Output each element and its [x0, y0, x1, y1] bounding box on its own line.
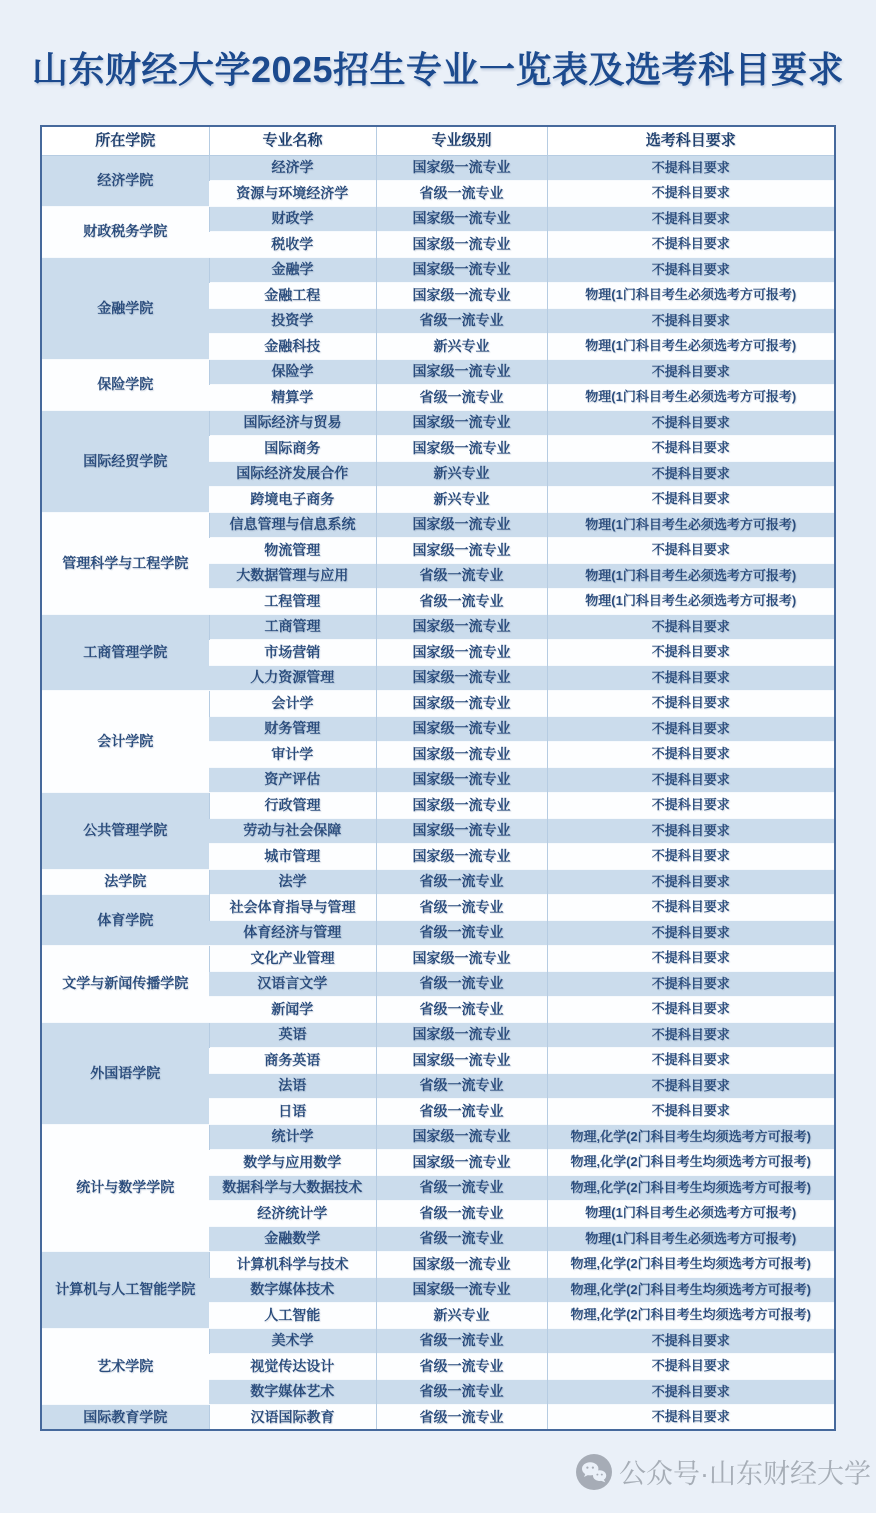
- major-cell: 资产评估: [209, 767, 376, 793]
- requirement-cell: 不提科目要求: [547, 487, 835, 513]
- level-cell: 国家级一流专业: [376, 1048, 547, 1074]
- major-cell: 汉语国际教育: [209, 1405, 376, 1431]
- level-cell: 省级一流专业: [376, 589, 547, 615]
- table-row: [41, 869, 835, 895]
- level-cell: 省级一流专业: [376, 1175, 547, 1201]
- major-cell: 法语: [209, 1073, 376, 1099]
- level-cell: 国家级一流专业: [376, 436, 547, 462]
- major-cell: 数字媒体艺术: [209, 1379, 376, 1405]
- college-cell: 文学与新闻传播学院: [41, 946, 209, 1023]
- college-cell: 会计学院: [41, 691, 209, 793]
- level-cell: 省级一流专业: [376, 997, 547, 1023]
- level-cell: 国家级一流专业: [376, 844, 547, 870]
- level-cell: 省级一流专业: [376, 971, 547, 997]
- major-cell: 美术学: [209, 1328, 376, 1354]
- college-cell: 体育学院: [41, 895, 209, 946]
- requirement-cell: 不提科目要求: [547, 767, 835, 793]
- major-cell: 物流管理: [209, 538, 376, 564]
- level-cell: 国家级一流专业: [376, 512, 547, 538]
- requirement-cell: 不提科目要求: [547, 257, 835, 283]
- major-cell: 体育经济与管理: [209, 920, 376, 946]
- level-cell: 省级一流专业: [376, 895, 547, 921]
- requirement-cell: 不提科目要求: [547, 742, 835, 768]
- level-cell: 国家级一流专业: [376, 742, 547, 768]
- major-cell: 金融学: [209, 257, 376, 283]
- requirement-cell: 不提科目要求: [547, 1354, 835, 1380]
- level-cell: 省级一流专业: [376, 1226, 547, 1252]
- level-cell: 省级一流专业: [376, 1379, 547, 1405]
- requirement-cell: 物理,化学(2门科目考生均须选考方可报考): [547, 1124, 835, 1150]
- major-cell: 工程管理: [209, 589, 376, 615]
- college-cell: 统计与数学学院: [41, 1124, 209, 1252]
- page-title: 山东财经大学2025招生专业一览表及选考科目要求: [31, 49, 845, 90]
- requirement-cell: 物理(1门科目考生必须选考方可报考): [547, 385, 835, 411]
- level-cell: 国家级一流专业: [376, 1277, 547, 1303]
- college-cell: 金融学院: [41, 257, 209, 359]
- requirement-cell: 物理(1门科目考生必须选考方可报考): [547, 589, 835, 615]
- major-cell: 统计学: [209, 1124, 376, 1150]
- requirement-cell: 物理(1门科目考生必须选考方可报考): [547, 283, 835, 309]
- major-cell: 法学: [209, 869, 376, 895]
- major-cell: 投资学: [209, 308, 376, 334]
- college-cell: 国际教育学院: [41, 1405, 209, 1431]
- level-cell: 省级一流专业: [376, 308, 547, 334]
- level-cell: 省级一流专业: [376, 920, 547, 946]
- major-cell: 社会体育指导与管理: [209, 895, 376, 921]
- major-cell: 数字媒体技术: [209, 1277, 376, 1303]
- requirement-cell: 不提科目要求: [547, 232, 835, 258]
- college-cell: 国际经贸学院: [41, 410, 209, 512]
- college-cell: 保险学院: [41, 359, 209, 410]
- table-row: [41, 614, 835, 640]
- level-cell: 新兴专业: [376, 461, 547, 487]
- major-cell: 国际经济与贸易: [209, 410, 376, 436]
- requirement-cell: 不提科目要求: [547, 691, 835, 717]
- requirement-cell: 不提科目要求: [547, 793, 835, 819]
- level-cell: 国家级一流专业: [376, 818, 547, 844]
- level-cell: 国家级一流专业: [376, 538, 547, 564]
- level-cell: 省级一流专业: [376, 1073, 547, 1099]
- college-cell: 外国语学院: [41, 1022, 209, 1124]
- table-row: [41, 946, 835, 972]
- level-cell: 省级一流专业: [376, 563, 547, 589]
- requirement-cell: 不提科目要求: [547, 308, 835, 334]
- requirement-cell: 物理(1门科目考生必须选考方可报考): [547, 334, 835, 360]
- major-cell: 日语: [209, 1099, 376, 1125]
- major-cell: 视觉传达设计: [209, 1354, 376, 1380]
- level-cell: 国家级一流专业: [376, 232, 547, 258]
- table-row: [41, 206, 835, 232]
- level-cell: 国家级一流专业: [376, 767, 547, 793]
- major-cell: 人力资源管理: [209, 665, 376, 691]
- level-cell: 省级一流专业: [376, 1328, 547, 1354]
- table-row: [41, 1022, 835, 1048]
- table-row: [41, 793, 835, 819]
- requirement-cell: 不提科目要求: [547, 614, 835, 640]
- col-header-college: 所在学院: [41, 126, 209, 155]
- major-cell: 税收学: [209, 232, 376, 258]
- major-cell: 财政学: [209, 206, 376, 232]
- requirement-cell: 不提科目要求: [547, 538, 835, 564]
- major-cell: 劳动与社会保障: [209, 818, 376, 844]
- level-cell: 国家级一流专业: [376, 1022, 547, 1048]
- major-cell: 行政管理: [209, 793, 376, 819]
- level-cell: 省级一流专业: [376, 1201, 547, 1227]
- table-row: [41, 1124, 835, 1150]
- major-cell: 会计学: [209, 691, 376, 717]
- level-cell: 国家级一流专业: [376, 946, 547, 972]
- level-cell: 国家级一流专业: [376, 793, 547, 819]
- level-cell: 国家级一流专业: [376, 640, 547, 666]
- level-cell: 国家级一流专业: [376, 1252, 547, 1278]
- table-row: [41, 1328, 835, 1354]
- table-row: [41, 257, 835, 283]
- major-cell: 金融数学: [209, 1226, 376, 1252]
- requirement-cell: 不提科目要求: [547, 844, 835, 870]
- wechat-icon: [576, 1454, 612, 1490]
- requirement-cell: 不提科目要求: [547, 181, 835, 207]
- table-row: [41, 512, 835, 538]
- header-row: [41, 126, 835, 155]
- level-cell: 新兴专业: [376, 334, 547, 360]
- major-cell: 经济统计学: [209, 1201, 376, 1227]
- requirement-cell: 不提科目要求: [547, 895, 835, 921]
- level-cell: 国家级一流专业: [376, 716, 547, 742]
- table-row: [41, 359, 835, 385]
- major-cell: 精算学: [209, 385, 376, 411]
- major-cell: 城市管理: [209, 844, 376, 870]
- watermark-text: 公众号·山东财经大学: [619, 1459, 871, 1489]
- table-row: [41, 1405, 835, 1431]
- major-cell: 英语: [209, 1022, 376, 1048]
- requirement-cell: 不提科目要求: [547, 461, 835, 487]
- requirement-cell: 不提科目要求: [547, 359, 835, 385]
- major-cell: 信息管理与信息系统: [209, 512, 376, 538]
- major-cell: 保险学: [209, 359, 376, 385]
- major-cell: 人工智能: [209, 1303, 376, 1329]
- level-cell: 新兴专业: [376, 487, 547, 513]
- level-cell: 国家级一流专业: [376, 691, 547, 717]
- requirement-cell: 物理(1门科目考生必须选考方可报考): [547, 563, 835, 589]
- major-cell: 新闻学: [209, 997, 376, 1023]
- requirement-cell: 不提科目要求: [547, 997, 835, 1023]
- table-row: [41, 155, 835, 181]
- table-row: [41, 895, 835, 921]
- level-cell: 新兴专业: [376, 1303, 547, 1329]
- college-cell: 公共管理学院: [41, 793, 209, 870]
- major-cell: 审计学: [209, 742, 376, 768]
- major-cell: 市场营销: [209, 640, 376, 666]
- college-cell: 艺术学院: [41, 1328, 209, 1405]
- major-cell: 数据科学与大数据技术: [209, 1175, 376, 1201]
- table-row: [41, 691, 835, 717]
- requirement-cell: 不提科目要求: [547, 1328, 835, 1354]
- level-cell: 国家级一流专业: [376, 665, 547, 691]
- level-cell: 国家级一流专业: [376, 283, 547, 309]
- requirement-cell: 不提科目要求: [547, 1022, 835, 1048]
- requirement-cell: 物理(1门科目考生必须选考方可报考): [547, 1226, 835, 1252]
- major-cell: 国际经济发展合作: [209, 461, 376, 487]
- col-header-level: 专业级别: [376, 126, 547, 155]
- watermark: [576, 1452, 871, 1491]
- major-cell: 金融科技: [209, 334, 376, 360]
- table-row: [41, 1252, 835, 1278]
- requirement-cell: 物理(1门科目考生必须选考方可报考): [547, 512, 835, 538]
- requirement-cell: 不提科目要求: [547, 1073, 835, 1099]
- requirement-cell: 不提科目要求: [547, 1048, 835, 1074]
- requirement-cell: 不提科目要求: [547, 716, 835, 742]
- requirement-cell: 物理,化学(2门科目考生均须选考方可报考): [547, 1252, 835, 1278]
- major-cell: 跨境电子商务: [209, 487, 376, 513]
- level-cell: 国家级一流专业: [376, 410, 547, 436]
- college-cell: 经济学院: [41, 155, 209, 206]
- major-cell: 资源与环境经济学: [209, 181, 376, 207]
- college-cell: 财政税务学院: [41, 206, 209, 257]
- major-cell: 经济学: [209, 155, 376, 181]
- requirement-cell: 不提科目要求: [547, 665, 835, 691]
- major-cell: 数学与应用数学: [209, 1150, 376, 1176]
- requirement-cell: 不提科目要求: [547, 410, 835, 436]
- level-cell: 省级一流专业: [376, 1354, 547, 1380]
- requirement-cell: 不提科目要求: [547, 971, 835, 997]
- requirement-cell: 不提科目要求: [547, 869, 835, 895]
- major-cell: 金融工程: [209, 283, 376, 309]
- requirement-cell: 不提科目要求: [547, 818, 835, 844]
- requirement-cell: 物理(1门科目考生必须选考方可报考): [547, 1201, 835, 1227]
- requirement-cell: 不提科目要求: [547, 206, 835, 232]
- major-cell: 计算机科学与技术: [209, 1252, 376, 1278]
- col-header-major: 专业名称: [209, 126, 376, 155]
- majors-table: [40, 125, 836, 1431]
- requirement-cell: 不提科目要求: [547, 155, 835, 181]
- level-cell: 省级一流专业: [376, 181, 547, 207]
- college-cell: 法学院: [41, 869, 209, 895]
- college-cell: 工商管理学院: [41, 614, 209, 691]
- level-cell: 省级一流专业: [376, 385, 547, 411]
- college-cell: 计算机与人工智能学院: [41, 1252, 209, 1329]
- level-cell: 国家级一流专业: [376, 257, 547, 283]
- major-cell: 大数据管理与应用: [209, 563, 376, 589]
- requirement-cell: 物理,化学(2门科目考生均须选考方可报考): [547, 1303, 835, 1329]
- major-cell: 文化产业管理: [209, 946, 376, 972]
- requirement-cell: 不提科目要求: [547, 640, 835, 666]
- level-cell: 国家级一流专业: [376, 206, 547, 232]
- major-cell: 国际商务: [209, 436, 376, 462]
- level-cell: 省级一流专业: [376, 869, 547, 895]
- major-cell: 财务管理: [209, 716, 376, 742]
- requirement-cell: 物理,化学(2门科目考生均须选考方可报考): [547, 1277, 835, 1303]
- major-cell: 工商管理: [209, 614, 376, 640]
- requirement-cell: 不提科目要求: [547, 436, 835, 462]
- major-cell: 汉语言文学: [209, 971, 376, 997]
- requirement-cell: 不提科目要求: [547, 1099, 835, 1125]
- level-cell: 国家级一流专业: [376, 1150, 547, 1176]
- requirement-cell: 不提科目要求: [547, 1405, 835, 1431]
- level-cell: 省级一流专业: [376, 1099, 547, 1125]
- level-cell: 国家级一流专业: [376, 1124, 547, 1150]
- level-cell: 省级一流专业: [376, 1405, 547, 1431]
- college-cell: 管理科学与工程学院: [41, 512, 209, 614]
- level-cell: 国家级一流专业: [376, 359, 547, 385]
- requirement-cell: 不提科目要求: [547, 920, 835, 946]
- requirement-cell: 不提科目要求: [547, 1379, 835, 1405]
- major-cell: 商务英语: [209, 1048, 376, 1074]
- level-cell: 国家级一流专业: [376, 614, 547, 640]
- requirement-cell: 物理,化学(2门科目考生均须选考方可报考): [547, 1150, 835, 1176]
- col-header-requirement: 选考科目要求: [547, 126, 835, 155]
- requirement-cell: 不提科目要求: [547, 946, 835, 972]
- requirement-cell: 物理,化学(2门科目考生均须选考方可报考): [547, 1175, 835, 1201]
- level-cell: 国家级一流专业: [376, 155, 547, 181]
- table-row: [41, 410, 835, 436]
